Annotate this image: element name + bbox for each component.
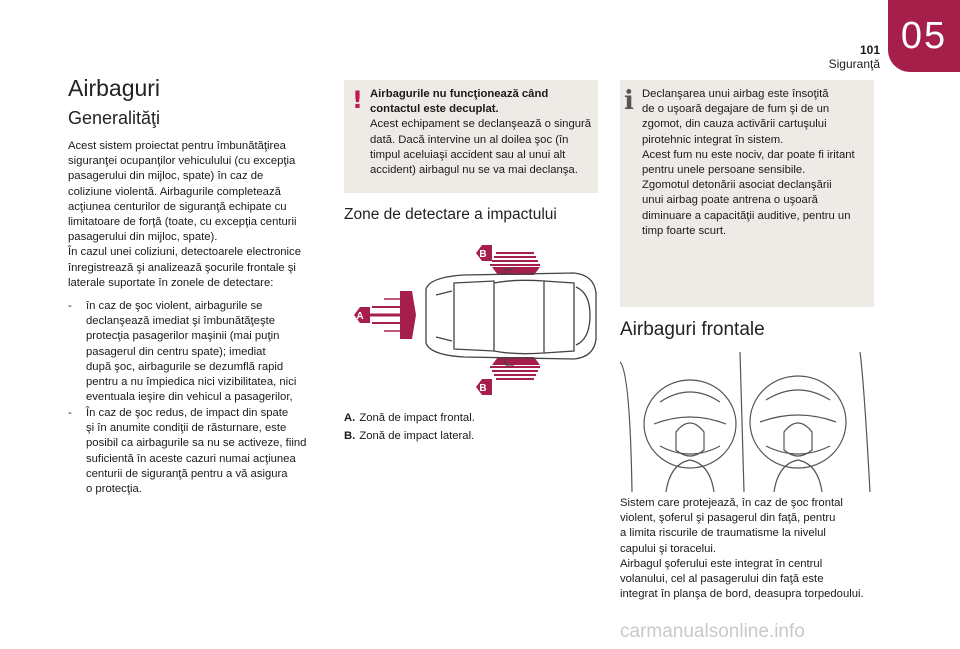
text-line: eventuala ieşire din vehicul a pasagerilor, (86, 391, 293, 404)
frontal-airbags-heading: Airbaguri frontale (620, 319, 765, 340)
text-line: pentru a nu împiedica nici vizibilitatea, nici (86, 376, 297, 389)
warning-icon: ! (352, 86, 363, 114)
text-line: siguranţei ocupanţilor vehiculului (cu excepţia (68, 155, 296, 168)
marker-b-top-label: B (479, 249, 487, 260)
bullet-item (68, 299, 318, 405)
info-text (642, 87, 872, 239)
info-icon: i (624, 86, 634, 116)
section-subtitle: Generalităţi (68, 108, 161, 128)
chapter-tab: 05 (888, 0, 960, 72)
marker-b-top (476, 245, 492, 261)
intro-paragraph (68, 139, 318, 291)
text-line: dată. Dacă intervine un al doilea şoc (în (370, 133, 569, 146)
text-line: integrat în planşa de bord, deasupra torpedoului. (620, 588, 864, 601)
text-line: În cazul unei coliziuni, detectoarele electronice (68, 246, 301, 259)
text-line: în caz de şoc violent, airbagurile se (86, 300, 263, 312)
text-line: pasagerului din mijloc, spate). (68, 231, 218, 244)
bullet-item (68, 406, 318, 497)
zones-heading: Zone de detectare a impactului (344, 206, 557, 223)
text-line: după şoc, airbagurile se dezumflă rapid (86, 360, 284, 373)
front-impact-zone (400, 291, 416, 339)
text-line: acţiunea centurilor de siguranţă echipate cu (68, 200, 287, 213)
frontal-description (620, 496, 874, 602)
legend-item (344, 411, 475, 426)
text-line: Airbagul şoferului este integrat în centrul (620, 557, 823, 570)
watermark: carmanualsonline.info (620, 621, 805, 642)
marker-b-bottom-label: B (479, 383, 487, 394)
page-title: Airbaguri (68, 75, 161, 101)
info-box (620, 80, 874, 307)
text-line: volanului, cel al pasagerului din faţă este (620, 573, 824, 586)
legend-item (344, 429, 474, 444)
marker-a (354, 307, 370, 323)
bullet-dash: - (68, 300, 72, 312)
text-line: protecţia pasagerilor maşinii (mai puţin (86, 330, 280, 343)
text-line: accident) airbagul nu se va mai declanşa. (370, 164, 578, 177)
text-line: centurii de siguranţă pentru a vă asigura (86, 467, 288, 480)
warning-box (344, 80, 598, 193)
text-line: violent, şoferul şi pasagerul din faţă, pentru (620, 512, 836, 525)
warning-text (370, 87, 595, 178)
legend-text: Zonă de impact frontal. (359, 412, 475, 424)
car-outline (426, 269, 596, 365)
text-line: Acest sistem proiectat pentru îmbunătăţirea (68, 140, 286, 152)
warning-bold-line: contactul este decuplat. (370, 103, 499, 116)
text-line: unui airbag poate antrena o uşoară (642, 194, 818, 207)
text-line: pasagerul din centru spate); imediat (86, 345, 266, 358)
page-number: 101 (859, 43, 880, 57)
section-name: Siguranţă (828, 57, 880, 71)
text-line: posibil ca airbagurile sa nu se activeze, fiind (86, 437, 307, 450)
text-line: În caz de şoc redus, de impact din spate (86, 407, 289, 419)
text-line: capului şi toracelui. (620, 542, 717, 555)
side-impact-arrows-bottom (490, 367, 540, 379)
text-line: înregistrează şi analizează şocurile frontale şi (68, 261, 296, 274)
text-line: coliziune violentă. Airbagurile completează (68, 185, 281, 198)
text-line: Zgomotul detonării asociat declanşării (642, 179, 832, 192)
text-line: pentru unele persoane sensibile. (642, 164, 806, 177)
text-line: Acest fum nu este nociv, dar poate fi iritant (642, 148, 855, 161)
bullet-dash: - (68, 407, 72, 419)
warning-bold-line: Airbagurile nu funcţionează când (370, 88, 549, 100)
text-line: suficientă în aceste cazuri numai acţiunea (86, 452, 296, 465)
text-line: pasagerului din mijloc, spate) în caz de (68, 170, 264, 183)
text-line: Declanşarea unui airbag este însoţită (642, 88, 829, 100)
page-header (829, 44, 880, 71)
text-line: limitatoare de forţă (toate, cu excepţia centurii (68, 216, 297, 229)
legend-text: Zonă de impact lateral. (359, 430, 475, 442)
text-line: Sistem care protejează, în caz de şoc frontal (620, 497, 843, 509)
side-impact-arrows-top (490, 253, 540, 265)
text-line: zgomot, din cauza activării cartuşului (642, 118, 827, 131)
text-line: o protecţia. (86, 483, 142, 496)
text-line: de o uşoară degajare de fum şi de un (642, 103, 830, 116)
legend-key: B. (344, 430, 356, 442)
text-line: pirotehnic integrat în sistem. (642, 133, 784, 146)
text-line: Acest echipament se declanşează o singură (370, 118, 592, 131)
airbag-deployment-illustration (620, 352, 874, 492)
legend-key: A. (344, 412, 356, 424)
text-line: timp foarte scurt. (642, 224, 727, 237)
front-impact-arrows (364, 299, 406, 331)
marker-b-bottom (476, 379, 492, 395)
text-line: a limita riscurile de traumatisme la nivelul (620, 527, 826, 540)
text-line: diminuare a capacităţii auditive, pentru un (642, 209, 851, 222)
text-line: şi în anumite condiţii de răsturnare, este (86, 422, 287, 435)
impact-zones-diagram (344, 235, 598, 405)
text-line: declanşează imediat şi îmbunătăţeşte (86, 315, 276, 328)
marker-a-label: A (356, 311, 364, 322)
car-top-view-illustration (344, 235, 598, 405)
frontal-airbags-illustration (620, 352, 874, 492)
text-line: laterale suportate în zonele de detectare: (68, 276, 274, 289)
text-line: timpul aceluiaşi accident sau al unui alt (370, 148, 566, 161)
